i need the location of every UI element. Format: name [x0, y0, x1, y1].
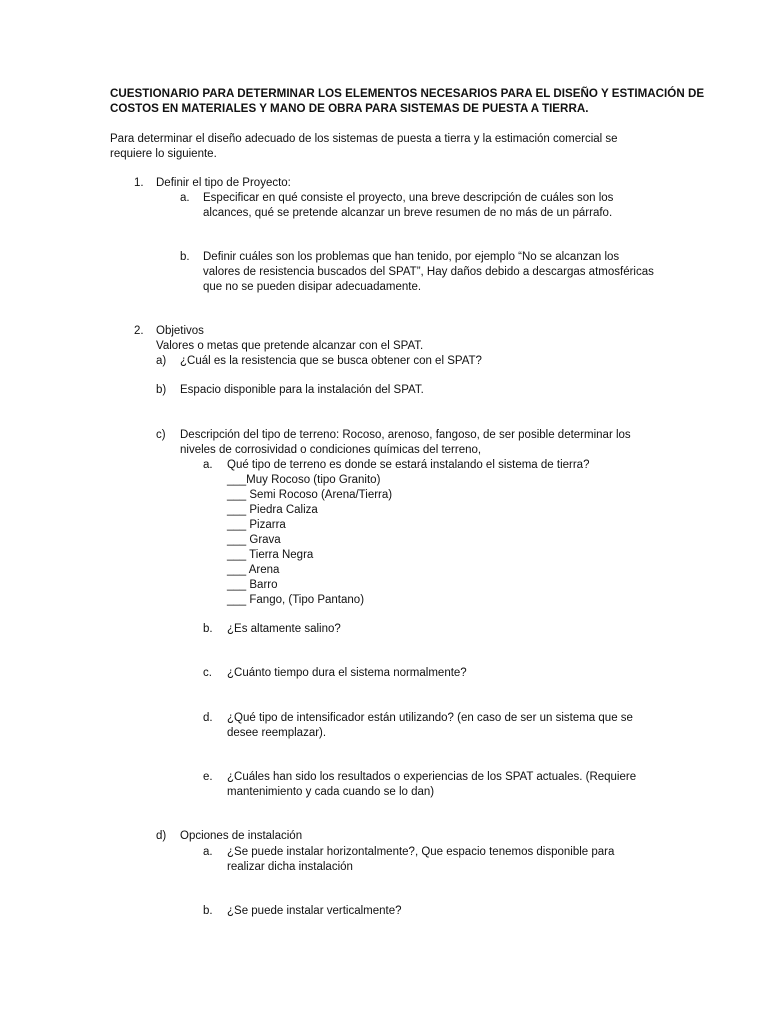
duration-question-text: ¿Cuánto tiempo dura el sistema normalmente?: [227, 667, 467, 679]
section-1a-line-1: Especificar en qué consiste el proyecto, una breve descripción de cuáles son los: [203, 192, 614, 204]
horizontal-question-line-2: realizar dicha instalación: [227, 861, 353, 873]
section-1-number: 1.: [134, 177, 144, 189]
vertical-question-text: ¿Se puede instalar verticalmente?: [227, 905, 402, 917]
terrain-question-text: Qué tipo de terreno es donde se estará instalando el sistema de tierra?: [227, 459, 590, 471]
salinity-question-text: ¿Es altamente salino?: [227, 623, 341, 635]
section-2-heading: Objetivos: [156, 325, 204, 337]
section-2d-marker: d): [156, 830, 167, 842]
intensifier-question-marker: d.: [203, 712, 213, 724]
terrain-question-marker: a.: [203, 459, 213, 471]
salinity-question-marker: b.: [203, 623, 213, 635]
section-2c-line-1: Descripción del tipo de terreno: Rocoso, arenoso, fangoso, de ser posible determinar los: [180, 429, 631, 441]
document-title-line-2: COSTOS EN MATERIALES Y MANO DE OBRA PARA SISTEMAS DE PUESTA A TIERRA.: [110, 102, 589, 115]
section-1b-marker: b.: [180, 251, 190, 263]
terrain-option: ___ Semi Rocoso (Arena/Tierra): [227, 489, 393, 501]
section-2b-text: Espacio disponible para la instalación del SPAT.: [180, 384, 424, 396]
terrain-option: ___ Piedra Caliza: [227, 504, 318, 516]
section-1b-line-3: que no se pueden disipar adecuadamente.: [203, 281, 422, 293]
section-1a-line-2: alcances, qué se pretende alcanzar un breve resumen de no más de un párrafo.: [203, 207, 613, 219]
intensifier-question-line-2: desee reemplazar).: [227, 727, 327, 739]
section-1-heading: Definir el tipo de Proyecto:: [156, 177, 291, 189]
duration-question-marker: c.: [203, 667, 212, 679]
section-2a-text: ¿Cuál es la resistencia que se busca obtener con el SPAT?: [180, 355, 482, 367]
section-2-subheading: Valores o metas que pretende alcanzar con el SPAT.: [156, 340, 424, 352]
section-2c-line-2: niveles de corrosividad o condiciones químicas del terreno,: [180, 444, 482, 456]
intro-line-1: Para determinar el diseño adecuado de los sistemas de puesta a tierra y la estimación comercial se: [110, 133, 618, 145]
document-title-line-1: CUESTIONARIO PARA DETERMINAR LOS ELEMENTOS NECESARIOS PARA EL DISEÑO Y ESTIMACIÓN DE: [110, 87, 705, 100]
terrain-option: ___ Fango, (Tipo Pantano): [227, 594, 365, 606]
results-question-line-1: ¿Cuáles han sido los resultados o experiencias de los SPAT actuales. (Requiere: [227, 771, 637, 783]
terrain-option: ___ Pizarra: [227, 519, 286, 531]
section-1a-marker: a.: [180, 192, 190, 204]
terrain-option: ___ Tierra Negra: [227, 549, 314, 561]
horizontal-question-marker: a.: [203, 846, 213, 858]
section-2d-heading: Opciones de instalación: [180, 830, 303, 842]
section-2c-marker: c): [156, 429, 166, 441]
horizontal-question-line-1: ¿Se puede instalar horizontalmente?, Que espacio tenemos disponible para: [227, 846, 615, 858]
intro-line-2: requiere lo siguiente.: [110, 148, 217, 160]
section-1b-line-1: Definir cuáles son los problemas que han tenido, por ejemplo “No se alcanzan los: [203, 251, 620, 263]
intensifier-question-line-1: ¿Qué tipo de intensificador están utilizando? (en caso de ser un sistema que se: [227, 712, 633, 724]
terrain-option: ___ Grava: [227, 534, 281, 546]
section-1b-line-2: valores de resistencia buscados del SPAT”, Hay daños debido a descargas atmosféricas: [203, 266, 654, 278]
section-2a-marker: a): [156, 355, 167, 367]
terrain-option: ___ Arena: [227, 564, 280, 576]
terrain-option: ___ Barro: [227, 579, 278, 591]
section-2-number: 2.: [134, 325, 144, 337]
section-2b-marker: b): [156, 384, 167, 396]
vertical-question-marker: b.: [203, 905, 213, 917]
terrain-option: ___Muy Rocoso (tipo Granito): [227, 474, 381, 486]
results-question-marker: e.: [203, 771, 213, 783]
results-question-line-2: mantenimiento y cada cuando se lo dan): [227, 786, 435, 798]
